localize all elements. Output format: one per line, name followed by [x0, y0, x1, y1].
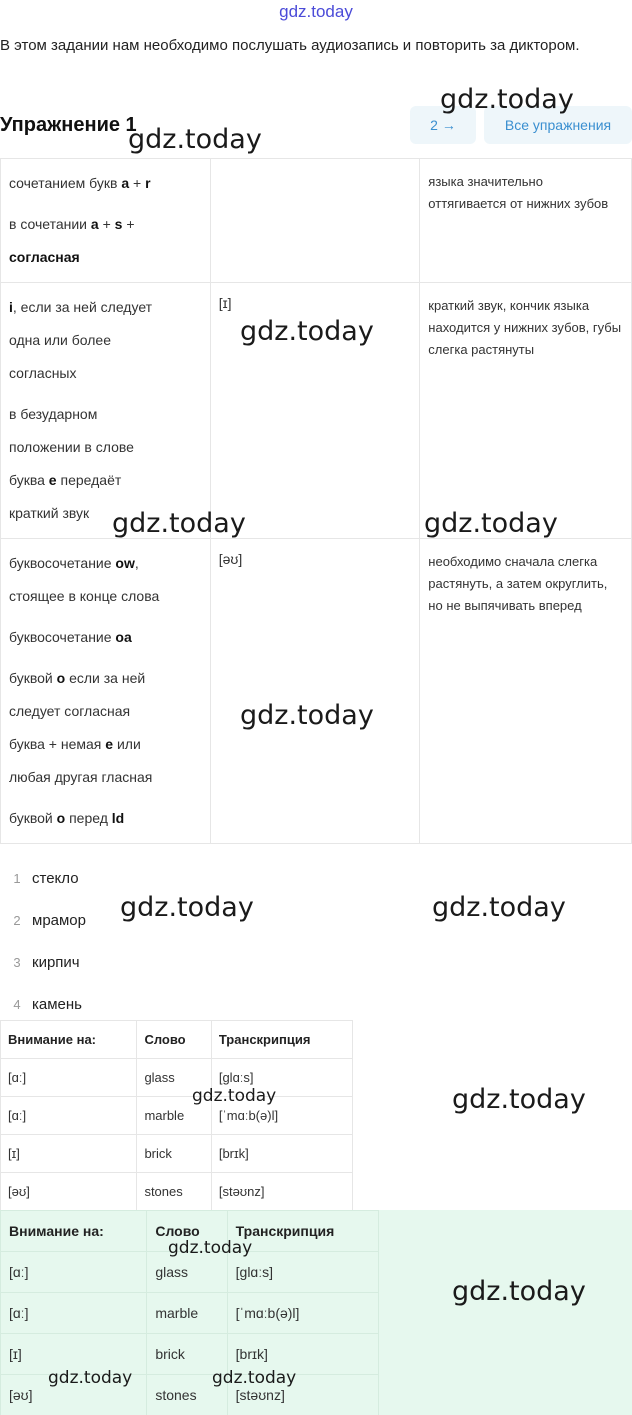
table-cell: [ɪ] — [1, 1135, 137, 1173]
watermark: gdz.today — [452, 1276, 586, 1307]
column-header: Слово — [137, 1021, 211, 1059]
letter-cell — [1, 283, 211, 539]
rule-line: любая другая гласная — [9, 769, 153, 785]
rule-line: положении в слове — [9, 439, 134, 455]
table-cell: [ˈmɑːb(ə)l] — [211, 1097, 352, 1135]
list-word: кирпич — [32, 954, 80, 971]
rule-line: краткий звук — [9, 505, 90, 521]
watermark: gdz.today — [432, 892, 566, 923]
letter-cell — [1, 539, 211, 844]
table-cell: [əʊ] — [1, 1173, 137, 1211]
table-cell: [ɑː] — [1, 1059, 137, 1097]
table-cell: [ɑː] — [1, 1293, 147, 1334]
rule-line: буквосочетание ow, — [9, 555, 139, 571]
list-number: 1 — [13, 871, 21, 886]
sound-cell: [ɪ] — [210, 283, 420, 539]
table-cell: [ɪ] — [1, 1334, 147, 1375]
list-number: 4 — [13, 997, 21, 1012]
table-cell: [glɑːs] — [211, 1059, 352, 1097]
watermark: gdz.today — [424, 508, 558, 539]
watermark: gdz.today — [240, 700, 374, 731]
table-cell: [stəʊnz] — [227, 1375, 378, 1415]
rule-line: следует согласная — [9, 703, 131, 719]
table-cell: marble — [147, 1293, 227, 1334]
table-row — [1, 159, 632, 283]
rule-line: сочетанием букв a + r — [9, 175, 151, 191]
table-cell: stones — [147, 1375, 227, 1415]
table-cell: [əʊ] — [1, 1375, 147, 1415]
rule-line: буквой o перед ld — [9, 810, 125, 826]
column-header: Транскрипция — [227, 1211, 378, 1252]
watermark: gdz.today — [452, 1084, 586, 1115]
watermark: gdz.today — [48, 1368, 133, 1388]
table-row — [1, 283, 632, 539]
table-cell: glass — [137, 1059, 211, 1097]
sound-cell — [210, 159, 420, 283]
table-header-row — [1, 1211, 379, 1252]
watermark: gdz.today — [128, 124, 262, 155]
rule-line: буквосочетание oa — [9, 629, 132, 645]
next-exercise-button[interactable]: 2 → — [410, 106, 476, 144]
words-table — [0, 1020, 353, 1211]
exercise-header — [0, 104, 632, 156]
intro-text: В этом задании нам необходимо послушать аудиозапись и повторить за диктором. — [0, 37, 580, 54]
site-link[interactable]: gdz.today — [279, 2, 353, 21]
rule-line: стоящее в конце слова — [9, 588, 160, 604]
column-header: Транскрипция — [211, 1021, 352, 1059]
watermark: gdz.today — [440, 84, 574, 115]
rule-line: буква e передаёт — [9, 472, 122, 488]
table-cell: marble — [137, 1097, 211, 1135]
table-cell: [brɪk] — [211, 1135, 352, 1173]
word-list — [0, 860, 400, 1028]
table-row — [1, 1173, 353, 1211]
table-cell: [brɪk] — [227, 1334, 378, 1375]
rule-line: в сочетании a + s + — [9, 216, 135, 232]
watermark: gdz.today — [120, 892, 254, 923]
watermark: gdz.today — [240, 316, 374, 347]
list-word: камень — [32, 996, 82, 1013]
list-number: 2 — [13, 913, 21, 928]
table-cell: [ɑː] — [1, 1252, 147, 1293]
table-cell: [ɑː] — [1, 1097, 137, 1135]
rule-line: согласная — [9, 249, 80, 265]
table-cell: [stəʊnz] — [211, 1173, 352, 1211]
rule-line: в безударном — [9, 406, 98, 422]
rule-line: согласных — [9, 365, 77, 381]
table-row — [1, 1293, 379, 1334]
description-cell: необходимо сначала слегка растянуть, а затем округлить, но не выпячивать вперед — [420, 539, 632, 844]
table-row — [1, 1135, 353, 1173]
letter-cell — [1, 159, 211, 283]
table-row — [1, 1375, 379, 1415]
words-table-highlighted — [0, 1210, 379, 1415]
exercise-title: Упражнение 1 — [0, 114, 137, 136]
watermark: gdz.today — [212, 1368, 297, 1388]
rule-line: буквой o если за ней — [9, 670, 146, 686]
rules-table — [0, 158, 632, 844]
table-cell: brick — [137, 1135, 211, 1173]
table-row — [1, 1252, 379, 1293]
list-word: мрамор — [32, 912, 86, 929]
list-item — [0, 860, 400, 902]
table-cell: brick — [147, 1334, 227, 1375]
table-cell: [ˈmɑːb(ə)l] — [227, 1293, 378, 1334]
list-item — [0, 944, 400, 986]
table-row — [1, 1334, 379, 1375]
table-cell: [glɑːs] — [227, 1252, 378, 1293]
table-header-row — [1, 1021, 353, 1059]
rule-line: буква + немая e или — [9, 736, 141, 752]
watermark: gdz.today — [168, 1238, 253, 1258]
list-item — [0, 902, 400, 944]
table-cell: stones — [137, 1173, 211, 1211]
table-cell: glass — [147, 1252, 227, 1293]
list-number: 3 — [13, 955, 21, 970]
column-header: Слово — [147, 1211, 227, 1252]
description-cell: языка значительно оттягивается от нижних зубов — [420, 159, 632, 283]
list-word: стекло — [32, 870, 79, 887]
rule-line: одна или более — [9, 332, 111, 348]
watermark: gdz.today — [192, 1086, 277, 1106]
description-cell: краткий звук, кончик языка находится у нижних зубов, губы слегка растянуты — [420, 283, 632, 539]
watermark: gdz.today — [112, 508, 246, 539]
all-exercises-button[interactable]: Все упражнения — [484, 106, 632, 144]
column-header: Внимание на: — [1, 1211, 147, 1252]
rule-line: i, если за ней следует — [9, 299, 153, 315]
table-row — [1, 1097, 353, 1135]
table-row — [1, 539, 632, 844]
column-header: Внимание на: — [1, 1021, 137, 1059]
table-row — [1, 1059, 353, 1097]
sound-cell: [əʊ] — [210, 539, 420, 844]
